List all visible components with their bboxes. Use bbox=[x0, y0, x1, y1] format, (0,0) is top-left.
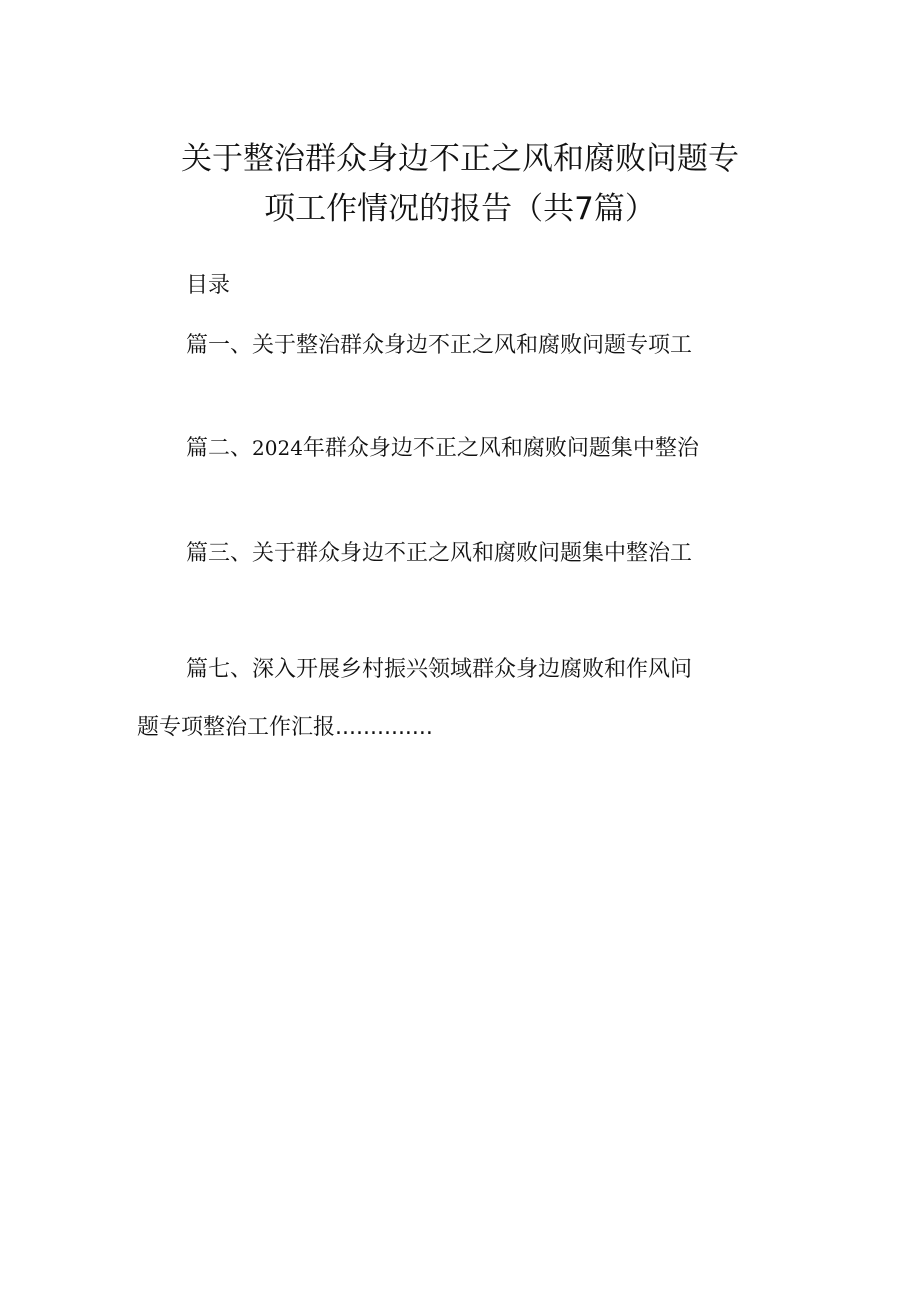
title-line-1: 关于整治群众身边不正之风和腐败问题专 bbox=[181, 141, 739, 177]
toc-entry-7[interactable]: 篇七、深入开展乡村振兴领域群众身边腐败和作风问 bbox=[186, 657, 693, 682]
toc-entry-2-prefix: 篇二、 bbox=[186, 436, 253, 461]
toc-entry-1[interactable]: 篇一、关于整治群众身边不正之风和腐败问题专项工 bbox=[186, 333, 693, 358]
toc-heading: 目录 bbox=[186, 273, 231, 298]
title-line-2: 项工作情况的报告（共7篇） bbox=[264, 191, 656, 227]
toc-entry-2-year: 2024 bbox=[252, 436, 303, 460]
toc-entry-7-continuation[interactable]: 题专项整治工作汇报.............. bbox=[137, 715, 433, 740]
toc-entry-3[interactable]: 篇三、关于群众身边不正之风和腐败问题集中整治工 bbox=[186, 541, 693, 566]
document-title bbox=[0, 134, 920, 234]
toc-entry-2[interactable] bbox=[186, 432, 699, 465]
toc-entry-2-rest: 年群众身边不正之风和腐败问题集中整治 bbox=[302, 436, 699, 461]
